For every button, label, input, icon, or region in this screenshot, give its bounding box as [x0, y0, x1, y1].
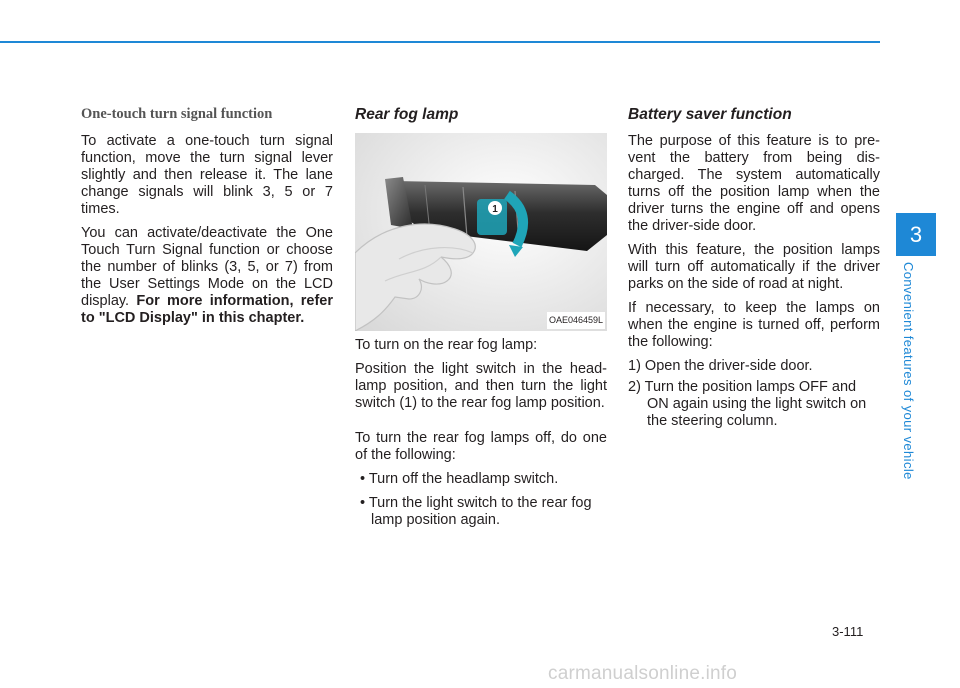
- paragraph: Position the light switch in the head-lamp position, and then turn the light switch (1) to the rear fog lamp position.: [355, 361, 607, 411]
- watermark: carmanualsonline.info: [548, 663, 738, 684]
- paragraph: With this feature, the position lamps will turn off automatically if the driver parks on the side of road at night.: [628, 242, 880, 292]
- paragraph: The purpose of this feature is to pre-vent the battery from being dis-charged. The system automatically turns off the position lamp when the driver turns the engine off and opens the driver-side door.: [628, 133, 880, 234]
- list-item-text: Turn off the headlamp switch.: [368, 471, 559, 487]
- header-rule: [0, 41, 880, 43]
- list-item: • Turn off the headlamp switch.: [360, 471, 559, 487]
- callout-number: 1: [492, 204, 498, 215]
- list-item: 2) Turn the position lamps OFF and ON again using the light switch on the steering column.: [628, 379, 867, 429]
- list-item: • Turn the light switch to the rear fog lamp position again.: [360, 495, 592, 528]
- page-number: 3-111: [832, 624, 864, 639]
- chapter-title-vertical: [901, 262, 928, 502]
- chapter-title: Convenient features of your vehicle: [901, 262, 916, 480]
- paragraph: If necessary, to keep the lamps on when the engine is turned off, perform the following:: [628, 300, 880, 350]
- chapter-tab: 3: [896, 213, 936, 256]
- paragraph: To turn the rear fog lamps off, do one of the following:: [355, 430, 607, 463]
- paragraph: [81, 225, 333, 327]
- paragraph-text: You can activate/deactivate the One Touch Turn Signal function or choose the number of blinks (3, 5, or 7) from the User Settings Mode on the LCD display.: [81, 225, 333, 309]
- list-item: 1) Open the driver-side door.: [628, 358, 813, 374]
- paragraph: To turn on the rear fog lamp:: [355, 337, 538, 353]
- figure-code: OAE046459L: [547, 312, 605, 329]
- fog-lamp-switch-illustration: [355, 133, 607, 331]
- section-heading: Battery saver function: [628, 106, 792, 123]
- column-rear-fog-lamp: [355, 106, 607, 536]
- list-item-text: Turn the light switch to the rear fog lamp position again.: [368, 495, 592, 528]
- paragraph: To activate a one-touch turn signal function, move the turn signal lever slightly and then release it. The lane change signals will blink 3, 5 or 7 times.: [81, 133, 333, 217]
- cross-reference: For more information, refer to "LCD Display" in this chapter.: [81, 293, 333, 326]
- lever-illustration: [355, 133, 607, 331]
- section-heading: Rear fog lamp: [355, 106, 459, 123]
- column-one-touch-turn-signal: [81, 106, 333, 334]
- column-battery-saver: [628, 106, 880, 434]
- section-heading: One-touch turn signal function: [81, 106, 273, 122]
